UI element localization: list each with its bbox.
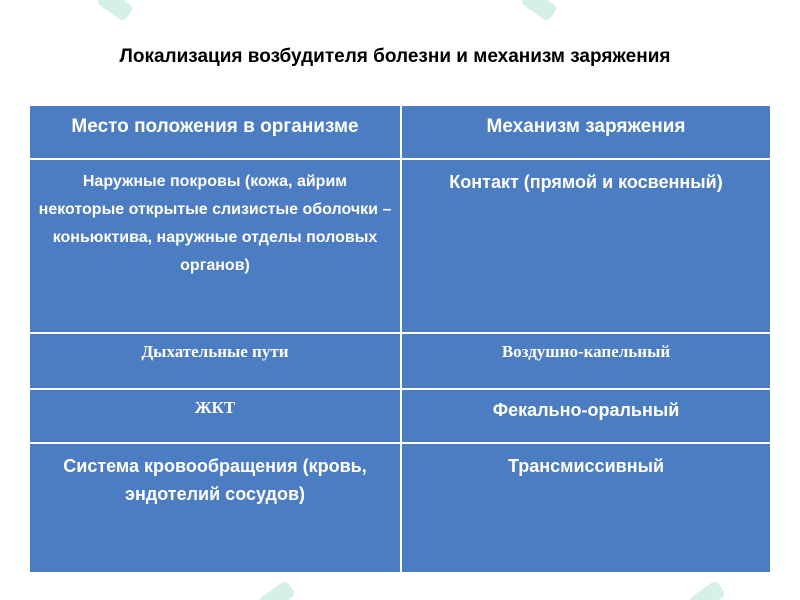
cell-location: Дыхательные пути (29, 333, 401, 389)
table-row (29, 443, 771, 573)
table-header-row (29, 105, 771, 159)
cell-mechanism: Воздушно-капельный (401, 333, 771, 389)
cell-location: Система кровообращения (кровь, эндотелий сосудов) (29, 443, 401, 573)
cell-location: ЖКТ (29, 389, 401, 443)
table-row (29, 333, 771, 389)
header-location: Место положения в организме (29, 105, 401, 159)
table-row (29, 389, 771, 443)
cell-location: Наружные покровы (кожа, айрим некоторые открытые слизистые оболочки – коньюктива, наружные отделы половых органов) (29, 159, 401, 333)
header-mechanism: Механизм заряжения (401, 105, 771, 159)
table-row (29, 159, 771, 333)
page-title: Локализация возбудителя болезни и механизм заряжения (119, 46, 671, 67)
localization-table (28, 104, 772, 574)
cell-mechanism: Фекально-оральный (401, 389, 771, 443)
cell-mechanism: Трансмиссивный (401, 443, 771, 573)
cell-mechanism: Контакт (прямой и косвенный) (401, 159, 771, 333)
